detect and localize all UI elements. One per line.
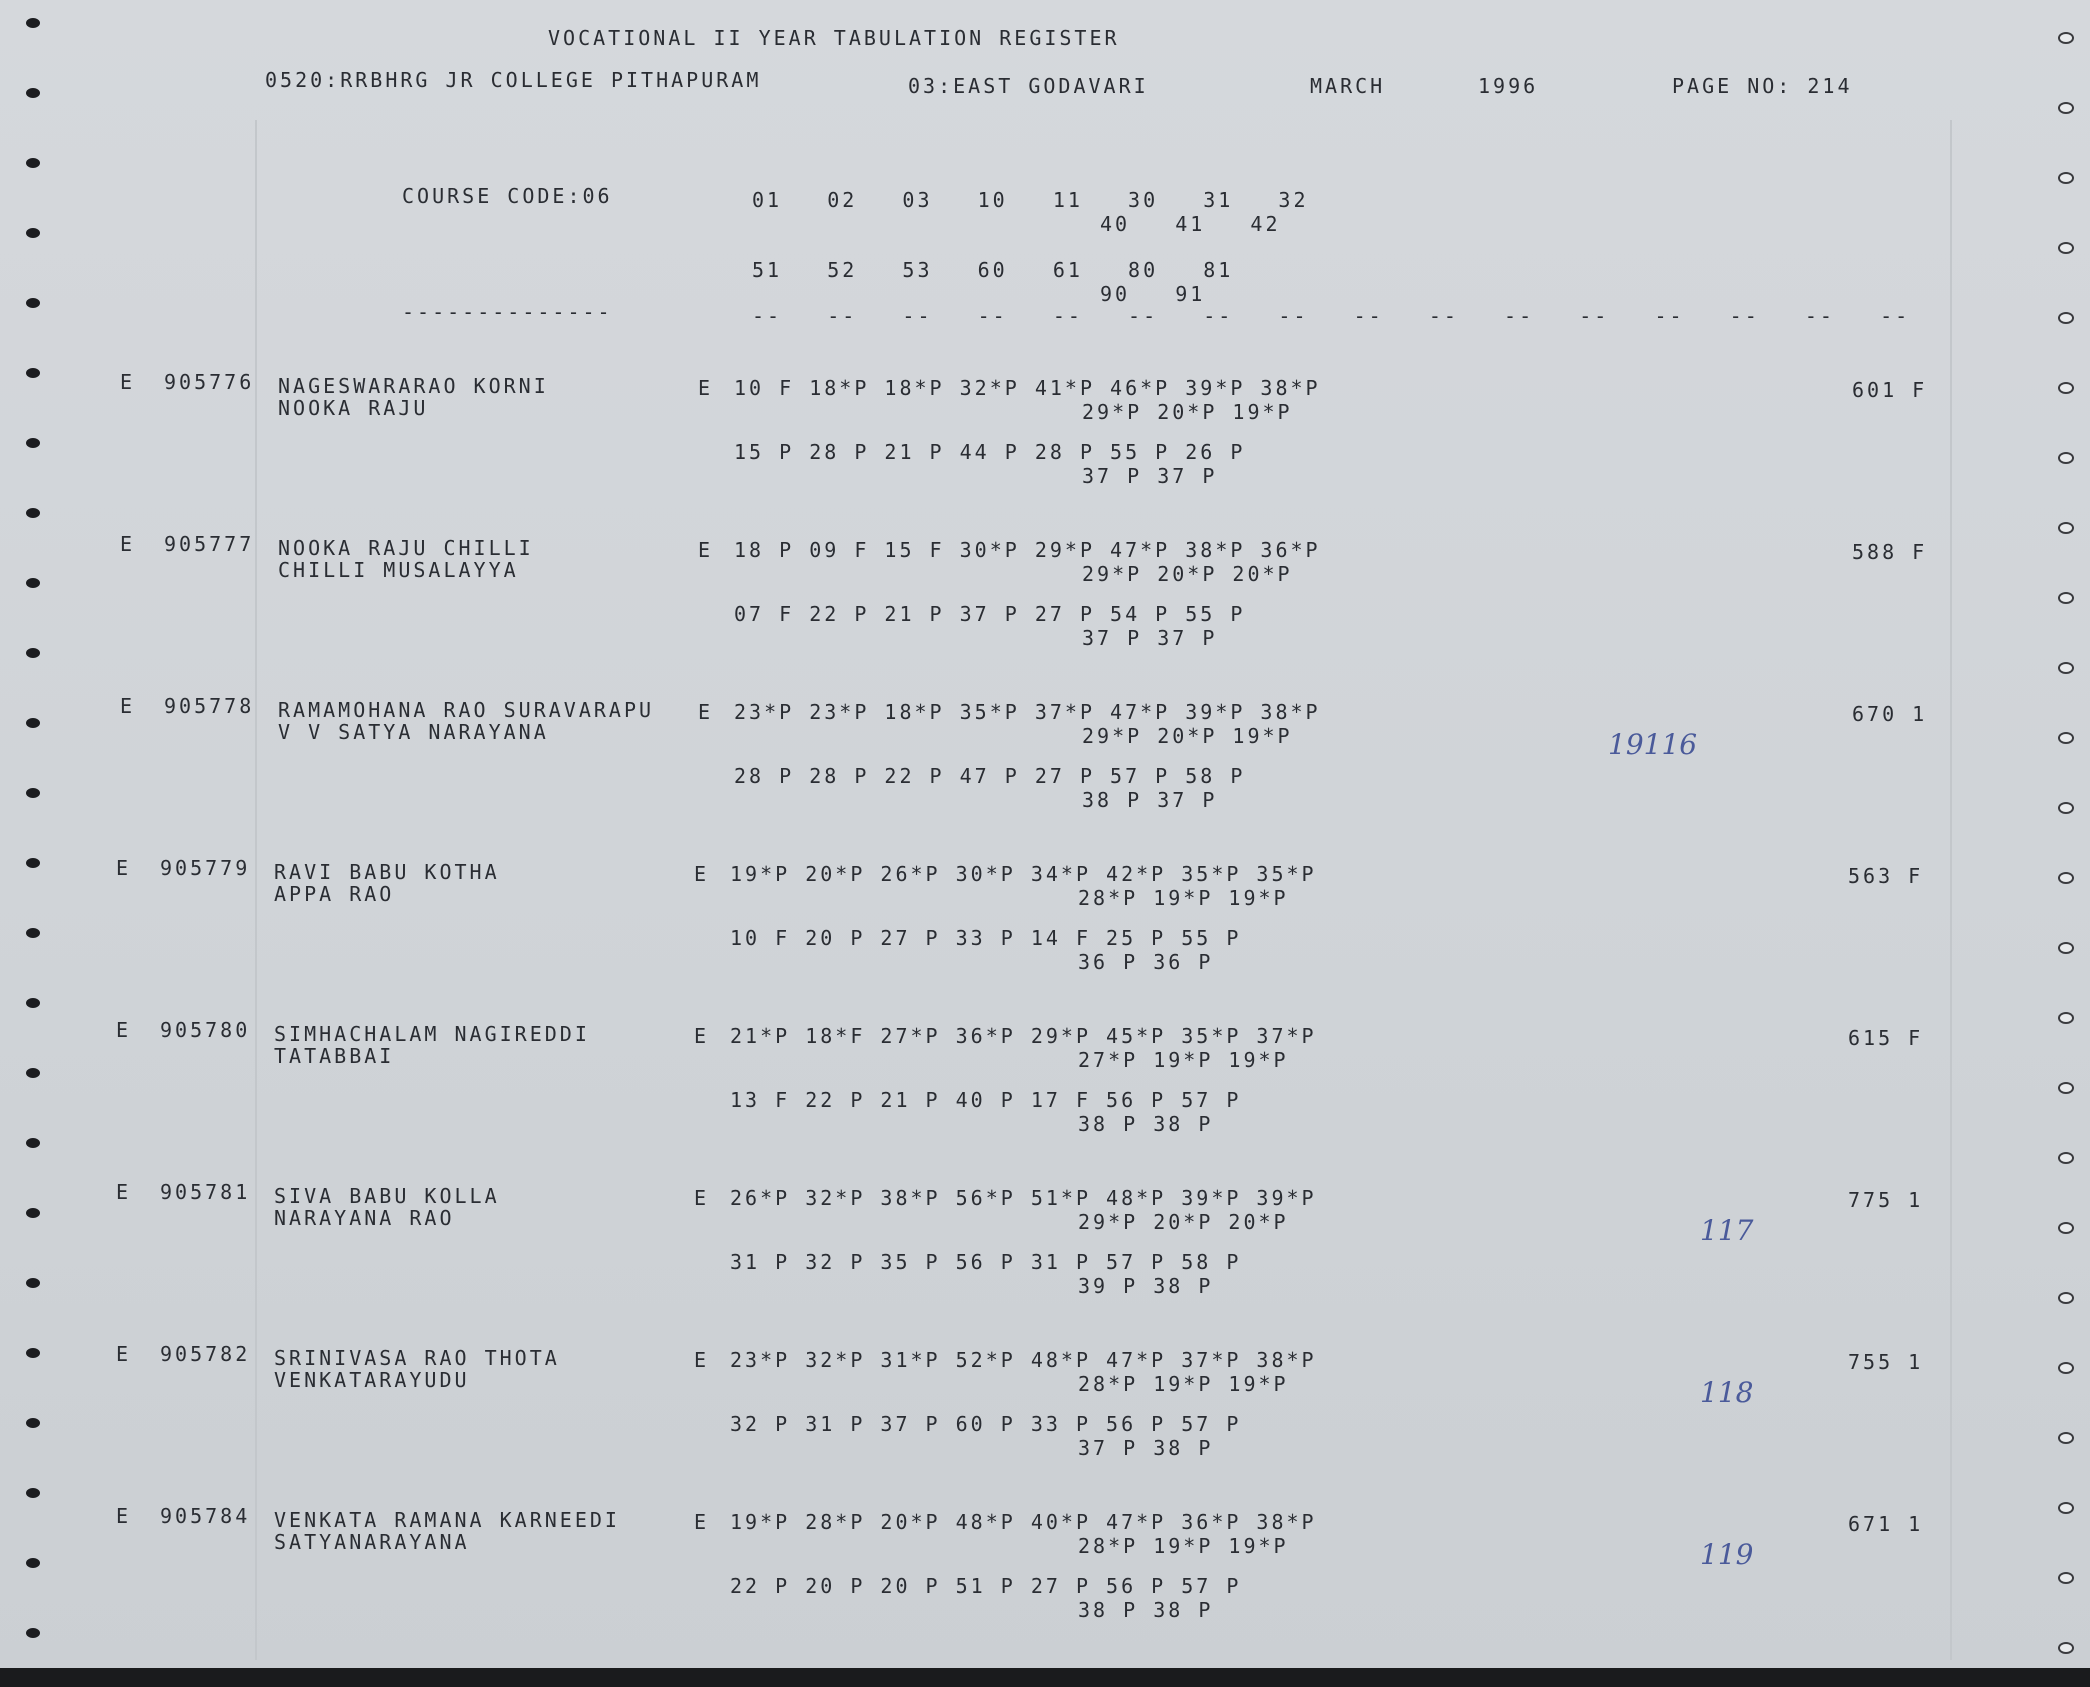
marks-row2: 32 P 31 P 37 P 60 P 33 P 56 P 57 P <box>730 1412 1242 1436</box>
feed-hole <box>2058 1222 2074 1234</box>
feed-hole <box>26 1348 40 1358</box>
parent-name: CHILLI MUSALAYYA <box>278 558 519 582</box>
feed-hole <box>26 1418 40 1428</box>
header-underline-left: -------------- <box>402 300 613 324</box>
feed-hole <box>26 1068 40 1078</box>
column-rule <box>255 120 257 1660</box>
feed-hole <box>26 1208 40 1218</box>
marks-row1: 23*P 32*P 31*P 52*P 48*P 47*P 37*P 38*P <box>730 1348 1317 1372</box>
feed-hole <box>2058 732 2074 744</box>
marks-row1: 23*P 23*P 18*P 35*P 37*P 47*P 39*P 38*P <box>734 700 1321 724</box>
marks-row2b: 38 P 37 P <box>1082 788 1218 812</box>
feed-hole <box>2058 32 2074 44</box>
record-flag: E <box>120 694 136 718</box>
feed-hole <box>26 298 40 308</box>
feed-hole <box>26 508 40 518</box>
feed-hole <box>2058 1152 2074 1164</box>
marks-row2b: 39 P 38 P <box>1078 1274 1214 1298</box>
bottom-edge <box>0 1668 2090 1687</box>
marks-row2b: 36 P 36 P <box>1078 950 1214 974</box>
feed-hole <box>2058 452 2074 464</box>
marks-marker: E <box>694 1510 710 1534</box>
college-name: 0520:RRBHRG JR COLLEGE PITHAPURAM <box>265 68 762 92</box>
marks-row2b: 38 P 38 P <box>1078 1598 1214 1622</box>
subject-codes-row2b: 90 91 <box>1100 282 1206 306</box>
feed-hole <box>26 648 40 658</box>
student-name: SIMHACHALAM NAGIREDDI <box>274 1022 590 1046</box>
marks-marker: E <box>698 376 714 400</box>
student-name: NAGESWARARAO KORNI <box>278 374 549 398</box>
roll-number: 905776 <box>164 370 255 394</box>
marks-row1: 10 F 18*P 18*P 32*P 41*P 46*P 39*P 38*P <box>734 376 1321 400</box>
record-flag: E <box>116 1342 132 1366</box>
handwritten-note: 117 <box>1700 1214 1754 1247</box>
marks-marker: E <box>698 538 714 562</box>
feed-hole <box>2058 1082 2074 1094</box>
feed-hole <box>26 998 40 1008</box>
feed-hole <box>26 368 40 378</box>
exam-month: MARCH <box>1310 74 1386 98</box>
parent-name: NOOKA RAJU <box>278 396 429 420</box>
record-flag: E <box>116 1504 132 1528</box>
feed-hole <box>26 578 40 588</box>
handwritten-note: 19116 <box>1608 728 1698 761</box>
marks-row2: 15 P 28 P 21 P 44 P 28 P 55 P 26 P <box>734 440 1246 464</box>
feed-hole <box>2058 1012 2074 1024</box>
marks-marker: E <box>698 700 714 724</box>
feed-hole <box>2058 1572 2074 1584</box>
feed-hole <box>26 18 40 28</box>
feed-hole <box>2058 1292 2074 1304</box>
handwritten-note: 119 <box>1700 1538 1754 1571</box>
student-name: SRINIVASA RAO THOTA <box>274 1346 560 1370</box>
record-flag: E <box>120 532 136 556</box>
feed-hole <box>2058 872 2074 884</box>
marks-marker: E <box>694 1024 710 1048</box>
roll-number: 905782 <box>160 1342 251 1366</box>
total-result: 670 1 <box>1852 702 1928 726</box>
student-name: NOOKA RAJU CHILLI <box>278 536 534 560</box>
total-result: 671 1 <box>1848 1512 1924 1536</box>
marks-row1b: 27*P 19*P 19*P <box>1078 1048 1289 1072</box>
feed-hole <box>2058 1502 2074 1514</box>
feed-hole <box>26 1488 40 1498</box>
record-flag: E <box>120 370 136 394</box>
parent-name: VENKATARAYUDU <box>274 1368 470 1392</box>
marks-row1b: 29*P 20*P 19*P <box>1082 724 1293 748</box>
feed-hole <box>2058 522 2074 534</box>
marks-row1: 19*P 28*P 20*P 48*P 40*P 47*P 36*P 38*P <box>730 1510 1317 1534</box>
marks-row1b: 28*P 19*P 19*P <box>1078 1534 1289 1558</box>
marks-row2b: 37 P 37 P <box>1082 626 1218 650</box>
total-result: 775 1 <box>1848 1188 1924 1212</box>
feed-hole <box>26 718 40 728</box>
roll-number: 905777 <box>164 532 255 556</box>
feed-hole <box>26 1138 40 1148</box>
feed-hole <box>26 788 40 798</box>
feed-hole <box>26 1628 40 1638</box>
parent-name: APPA RAO <box>274 882 395 906</box>
exam-year: 1996 <box>1478 74 1539 98</box>
marks-marker: E <box>694 862 710 886</box>
subject-codes-row1: 01 02 03 10 11 30 31 32 <box>752 188 1309 212</box>
roll-number: 905781 <box>160 1180 251 1204</box>
feed-hole <box>26 158 40 168</box>
parent-name: SATYANARAYANA <box>274 1530 470 1554</box>
subject-codes-row1b: 40 41 42 <box>1100 212 1281 236</box>
register-title: VOCATIONAL II YEAR TABULATION REGISTER <box>548 26 1120 50</box>
feed-hole <box>2058 942 2074 954</box>
feed-hole <box>26 228 40 238</box>
marks-row2b: 37 P 37 P <box>1082 464 1218 488</box>
total-result: 588 F <box>1852 540 1928 564</box>
parent-name: V V SATYA NARAYANA <box>278 720 549 744</box>
student-name: RAMAMOHANA RAO SURAVARAPU <box>278 698 655 722</box>
marks-row2: 07 F 22 P 21 P 37 P 27 P 54 P 55 P <box>734 602 1246 626</box>
feed-hole <box>2058 172 2074 184</box>
column-rule <box>1950 120 1952 1660</box>
student-name: RAVI BABU KOTHA <box>274 860 500 884</box>
subject-codes-row2: 51 52 53 60 61 80 81 <box>752 258 1234 282</box>
feed-hole <box>26 928 40 938</box>
marks-row1b: 29*P 20*P 20*P <box>1078 1210 1289 1234</box>
marks-row1b: 28*P 19*P 19*P <box>1078 886 1289 910</box>
parent-name: NARAYANA RAO <box>274 1206 455 1230</box>
marks-row1b: 29*P 20*P 20*P <box>1082 562 1293 586</box>
feed-hole <box>2058 242 2074 254</box>
feed-hole <box>26 1558 40 1568</box>
marks-row2: 22 P 20 P 20 P 51 P 27 P 56 P 57 P <box>730 1574 1242 1598</box>
page-number: PAGE NO: 214 <box>1672 74 1853 98</box>
total-result: 601 F <box>1852 378 1928 402</box>
feed-hole <box>2058 382 2074 394</box>
feed-hole <box>26 1278 40 1288</box>
marks-row1b: 29*P 20*P 19*P <box>1082 400 1293 424</box>
marks-row1: 19*P 20*P 26*P 30*P 34*P 42*P 35*P 35*P <box>730 862 1317 886</box>
total-result: 755 1 <box>1848 1350 1924 1374</box>
parent-name: TATABBAI <box>274 1044 395 1068</box>
feed-hole <box>2058 592 2074 604</box>
marks-row2b: 38 P 38 P <box>1078 1112 1214 1136</box>
roll-number: 905784 <box>160 1504 251 1528</box>
record-flag: E <box>116 1018 132 1042</box>
marks-row1: 21*P 18*F 27*P 36*P 29*P 45*P 35*P 37*P <box>730 1024 1317 1048</box>
marks-marker: E <box>694 1186 710 1210</box>
feed-hole <box>2058 312 2074 324</box>
marks-row2b: 37 P 38 P <box>1078 1436 1214 1460</box>
feed-hole <box>2058 1432 2074 1444</box>
marks-row1: 18 P 09 F 15 F 30*P 29*P 47*P 38*P 36*P <box>734 538 1321 562</box>
marks-row2: 13 F 22 P 21 P 40 P 17 F 56 P 57 P <box>730 1088 1242 1112</box>
handwritten-note: 118 <box>1700 1376 1754 1409</box>
feed-hole <box>2058 1362 2074 1374</box>
roll-number: 905779 <box>160 856 251 880</box>
feed-hole <box>26 858 40 868</box>
header-underline-right: -- -- -- -- -- -- -- -- -- -- -- -- -- -- -- -- <box>752 304 1911 328</box>
marks-row2: 31 P 32 P 35 P 56 P 31 P 57 P 58 P <box>730 1250 1242 1274</box>
record-flag: E <box>116 1180 132 1204</box>
district-name: 03:EAST GODAVARI <box>908 74 1149 98</box>
total-result: 615 F <box>1848 1026 1924 1050</box>
marks-marker: E <box>694 1348 710 1372</box>
student-name: SIVA BABU KOLLA <box>274 1184 500 1208</box>
student-name: VENKATA RAMANA KARNEEDI <box>274 1508 620 1532</box>
feed-hole <box>2058 802 2074 814</box>
feed-hole <box>2058 1642 2074 1654</box>
record-flag: E <box>116 856 132 880</box>
feed-hole <box>26 88 40 98</box>
marks-row1: 26*P 32*P 38*P 56*P 51*P 48*P 39*P 39*P <box>730 1186 1317 1210</box>
marks-row2: 28 P 28 P 22 P 47 P 27 P 57 P 58 P <box>734 764 1246 788</box>
roll-number: 905778 <box>164 694 255 718</box>
course-code-label: COURSE CODE:06 <box>402 184 613 208</box>
total-result: 563 F <box>1848 864 1924 888</box>
marks-row2: 10 F 20 P 27 P 33 P 14 F 25 P 55 P <box>730 926 1242 950</box>
feed-hole <box>26 438 40 448</box>
marks-row1b: 28*P 19*P 19*P <box>1078 1372 1289 1396</box>
feed-hole <box>2058 662 2074 674</box>
feed-hole <box>2058 102 2074 114</box>
roll-number: 905780 <box>160 1018 251 1042</box>
